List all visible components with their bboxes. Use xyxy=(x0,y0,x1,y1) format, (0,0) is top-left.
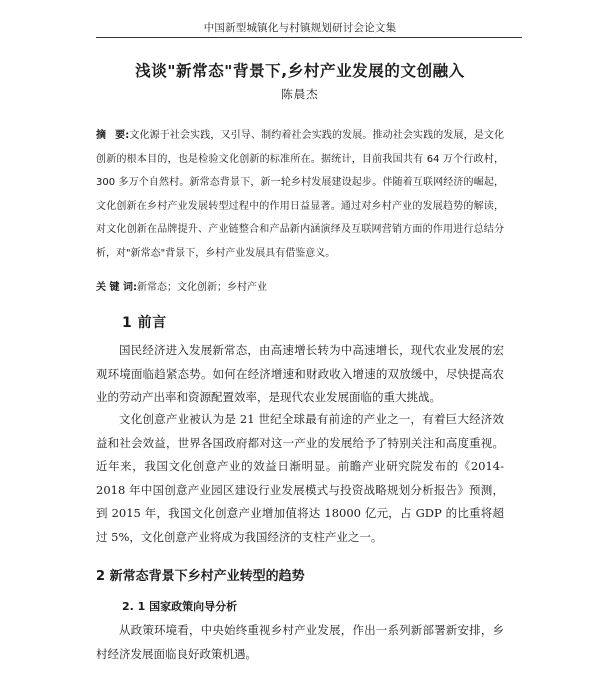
abstract-label-tail: 要: xyxy=(115,130,130,141)
keywords xyxy=(96,278,504,293)
subsection-heading-policy: 2. 1 国家政策向导分析 xyxy=(122,600,238,613)
keywords-label: 关 键 词: xyxy=(96,282,137,293)
keywords-text: 新常态；文化创新；乡村产业 xyxy=(136,282,267,293)
body-paragraph: 国民经济进入发展新常态，由高速增长转为中高速增长，现代农业发展的宏观环境面临趋紧态势。如何在经济增速和财政收入增速的双放缓中，尽快提高农业的劳动产出率和资源配置效率，是现代农业发展面临的重大挑战。 xyxy=(96,343,504,404)
body-paragraph: 文化创意产业被认为是 21 世纪全球最有前途的产业之一，有着巨大经济效益和社会效益，世界各国政府都对这一产业的发展给予了特别关注和高度重视。近年来，我国文化创意产业的效益日渐明显。前瞻产业研究院发布的《2014-2018 年中国创意产业园区建设行业发展模式与投资战略规划分析报告》预测，到 2015 年，我国文化创意产业增加值将达 18000 亿元，占 GDP 的比重将超过 5%，文化创意产业将成为我国经济的支柱产业之一。 xyxy=(96,412,504,544)
section-heading-trends: 2 新常态背景下乡村产业转型的趋势 xyxy=(96,569,305,584)
running-header: 中国新型城镇化与村镇规划研讨会论文集 xyxy=(203,22,397,34)
abstract-label-head: 摘 xyxy=(96,130,116,141)
header-rule xyxy=(96,37,522,38)
section-heading-introduction: 1 前言 xyxy=(122,315,167,331)
abstract-text: 文化源于社会实践，又引导、制约着社会实践的发展。推动社会实践的发展，是文化创新的根本目的，也是检验文化创新的标准所在。据统计，目前我国共有 64 万个行政村，300 多万个自然村。新常态背景下，新一轮乡村发展建设起步。伴随着互联网经济的崛起，文化创新在乡村产业发展转型过程中的作用日益显著。通过对乡村产业的发展趋势的解读，对文化创新在品牌提升、产业链整合和产品新内涵演绎及互联网营销方面的作用进行总结分析，对"新常态"背景下，乡村产业发展具有借鉴意义。 xyxy=(96,130,505,259)
body-paragraph: 从政策环境看，中央始终重视乡村产业发展，作出一系列新部署新安排，乡村经济发展面临良好政策机遇。 xyxy=(96,623,504,661)
paper-title: 浅谈"新常态"背景下,乡村产业发展的文创融入 xyxy=(135,62,465,81)
author-name: 陈晨杰 xyxy=(281,87,319,101)
abstract xyxy=(96,124,504,265)
